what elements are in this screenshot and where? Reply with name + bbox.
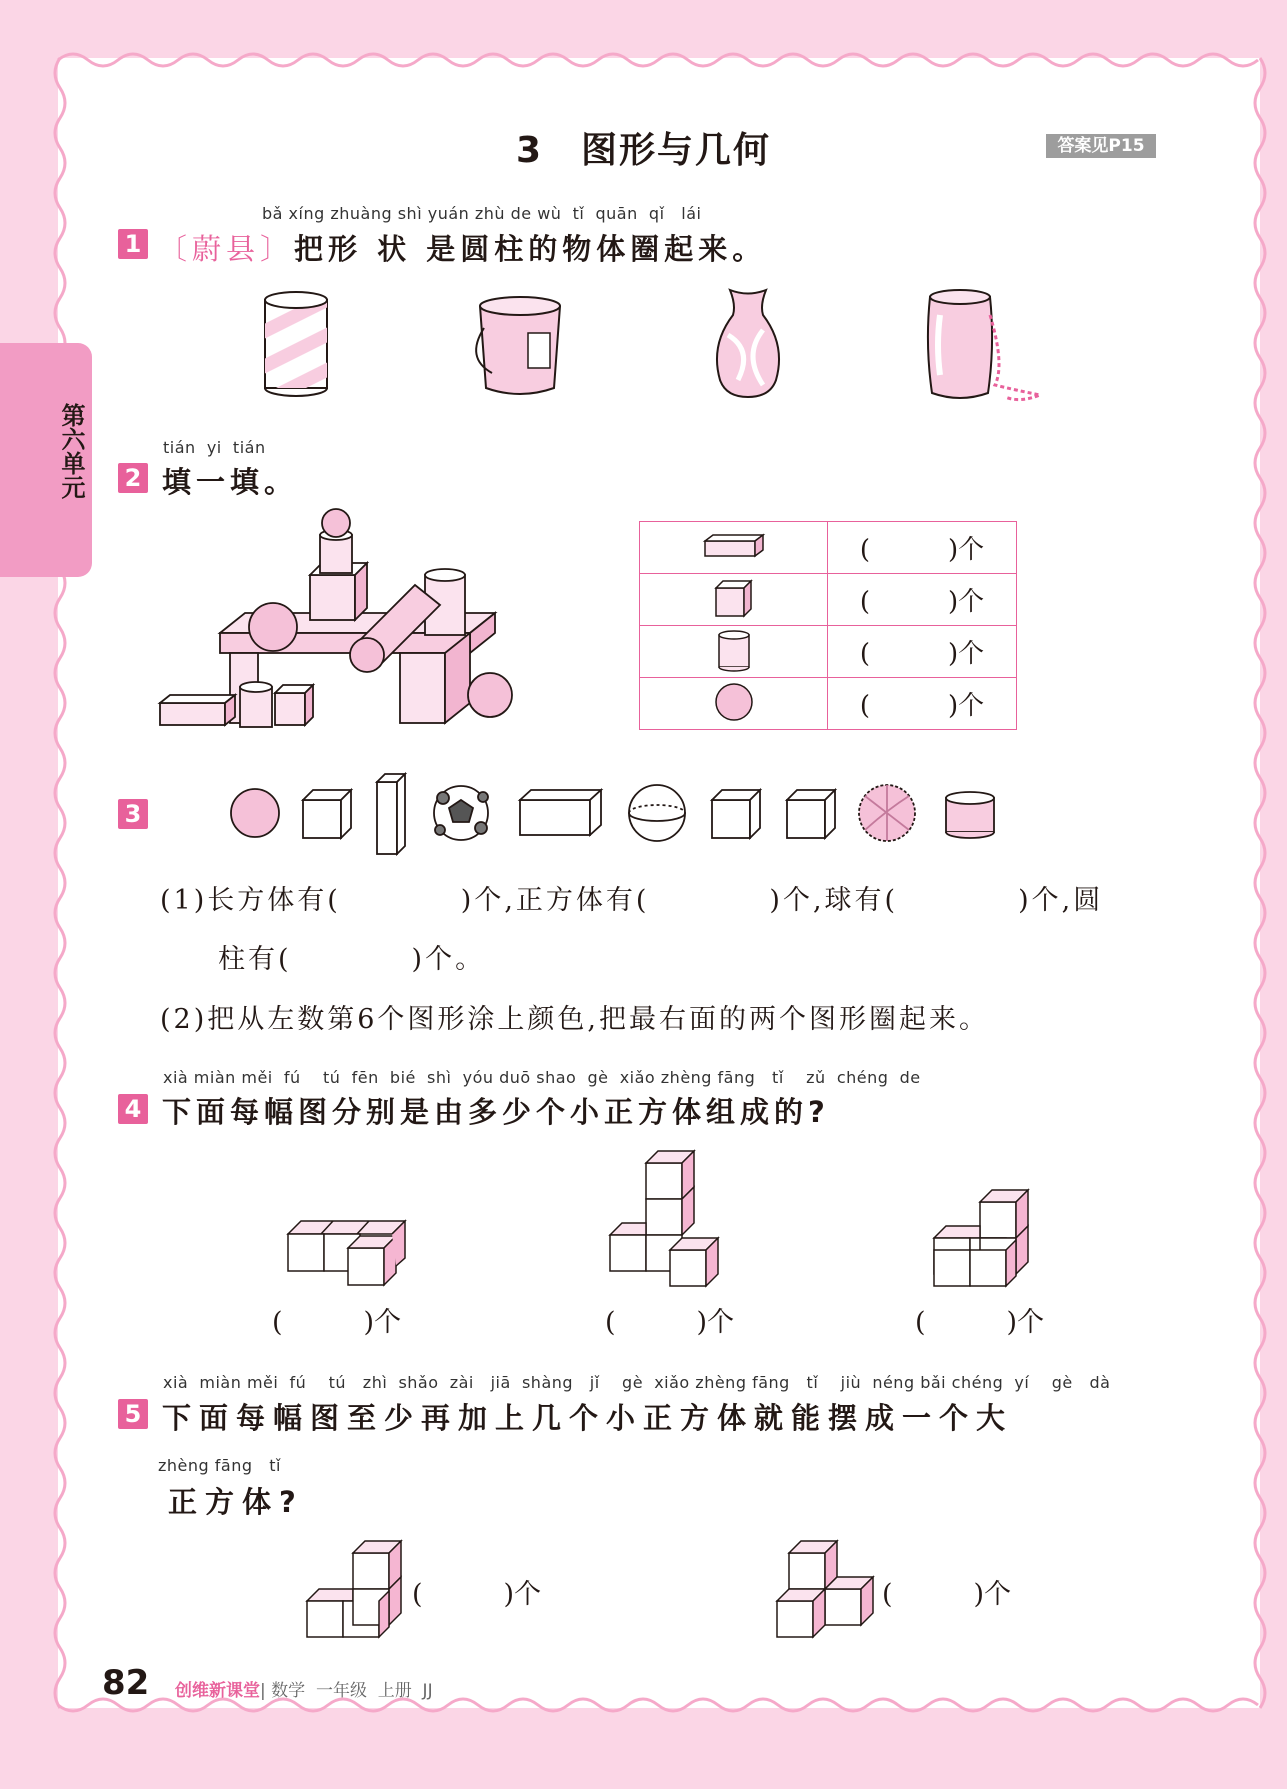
answer-blank[interactable]: ( )个 xyxy=(605,1307,735,1338)
wavy-border-right xyxy=(1250,0,1270,1789)
cube-icon xyxy=(787,790,835,838)
question-5-prompt: 下面每幅图至少再加上几个小正方体就能摆成一个大 xyxy=(162,1401,1014,1435)
answer-reference-badge: 答案见P15 xyxy=(1046,134,1156,158)
cube-stack-figure-b xyxy=(608,1148,738,1303)
question-5-pinyin: xià miàn měi fú tú zhì shǎo zài jiā shàng jǐ gè xiǎo zhèng fāng tǐ jiù néng bǎi chéng yí gè dà xyxy=(163,1373,1111,1392)
footer-book-info: | 数学 一年级 上册 JJ xyxy=(260,1681,433,1701)
question-4-pinyin: xià miàn měi fú tú fēn bié shì yóu duō shao gè xiǎo zhèng fāng tǐ zǔ chéng de xyxy=(163,1068,921,1087)
question-2-pinyin: tián yi tián xyxy=(163,438,266,457)
question-3-part1-line2: 柱有( )个。 xyxy=(218,944,486,975)
cube-icon xyxy=(712,790,760,838)
count-blank[interactable]: ( )个 xyxy=(828,626,1017,678)
wavy-border-top xyxy=(0,0,1287,70)
cuboid-icon xyxy=(520,790,601,835)
count-blank[interactable]: ( )个 xyxy=(828,678,1017,730)
soccer-ball-icon xyxy=(434,786,488,840)
unit-tab xyxy=(0,343,92,577)
cube-icon xyxy=(303,790,351,838)
sphere-outline-icon xyxy=(629,785,685,841)
table-row xyxy=(640,678,1017,730)
page-number: 82 xyxy=(102,1663,150,1703)
question-1-text xyxy=(158,227,766,268)
cube-stack-figure-a xyxy=(285,1218,415,1293)
cuboid-icon xyxy=(703,534,765,558)
answer-blank[interactable]: ( )个 xyxy=(412,1579,542,1610)
sphere-icon xyxy=(231,789,279,837)
cube-stack-figure-d xyxy=(305,1538,410,1638)
tall-cuboid-icon xyxy=(377,774,405,854)
cube-icon xyxy=(714,579,754,617)
shape-count-table xyxy=(639,521,1017,730)
footer-brand: 创维新课堂 xyxy=(175,1681,260,1701)
question-5-pinyin-line2: zhèng fāng tǐ xyxy=(158,1456,281,1475)
table-row xyxy=(640,574,1017,626)
question-1-pinyin: bǎ xíng zhuàng shì yuán zhù de wù tǐ quān qǐ lái xyxy=(262,204,702,223)
cube-stack-figure-c xyxy=(932,1187,1042,1297)
question-1-number: 1 xyxy=(118,229,148,259)
page-title: 3 图形与几何 xyxy=(515,130,772,171)
table-row xyxy=(640,522,1017,574)
question-1-tag: 〔蔚县〕 xyxy=(158,232,295,266)
question-4-number: 4 xyxy=(118,1094,148,1124)
count-blank[interactable]: ( )个 xyxy=(828,522,1017,574)
question-5-prompt-line2: 正方体? xyxy=(168,1485,304,1519)
question-3-part1-line1: (1)长方体有( )个,正方体有( )个,球有( )个,圆 xyxy=(160,885,1104,916)
cube-stack-figure-e xyxy=(775,1538,875,1638)
cylinder-icon xyxy=(946,792,994,838)
question-3-number: 3 xyxy=(118,799,148,829)
cylinder-icon xyxy=(716,629,752,671)
solids-arrangement-image xyxy=(155,515,525,745)
question-2-prompt: 填一填。 xyxy=(162,465,299,499)
question-3-part2: (2)把从左数第6个图形涂上颜色,把最右面的两个图形圈起来。 xyxy=(160,1004,990,1035)
pink-barrel-pendant-image[interactable] xyxy=(920,285,1050,410)
question-5-number: 5 xyxy=(118,1399,148,1429)
answer-blank[interactable]: ( )个 xyxy=(272,1307,402,1338)
table-row xyxy=(640,626,1017,678)
basketball-icon xyxy=(859,785,915,841)
unit-tab-label: 第六单元 xyxy=(57,403,85,499)
striped-cylinder-can-image[interactable] xyxy=(262,290,332,400)
question-2-number: 2 xyxy=(118,463,148,493)
wavy-border-bottom xyxy=(0,1695,1287,1735)
count-blank[interactable]: ( )个 xyxy=(828,574,1017,626)
question-1-prompt: 把形 状 是圆柱的物体圈起来。 xyxy=(294,232,767,266)
footer-info xyxy=(175,1676,433,1701)
bucket-image[interactable] xyxy=(470,288,570,403)
question-4-prompt: 下面每幅图分别是由多少个小正方体组成的? xyxy=(162,1095,830,1129)
shapes-row-image xyxy=(225,770,1015,860)
vase-image[interactable] xyxy=(708,285,788,405)
answer-blank[interactable]: ( )个 xyxy=(882,1579,1012,1610)
wavy-border-left xyxy=(50,0,70,1789)
sphere-icon xyxy=(714,682,754,722)
answer-blank[interactable]: ( )个 xyxy=(915,1307,1045,1338)
